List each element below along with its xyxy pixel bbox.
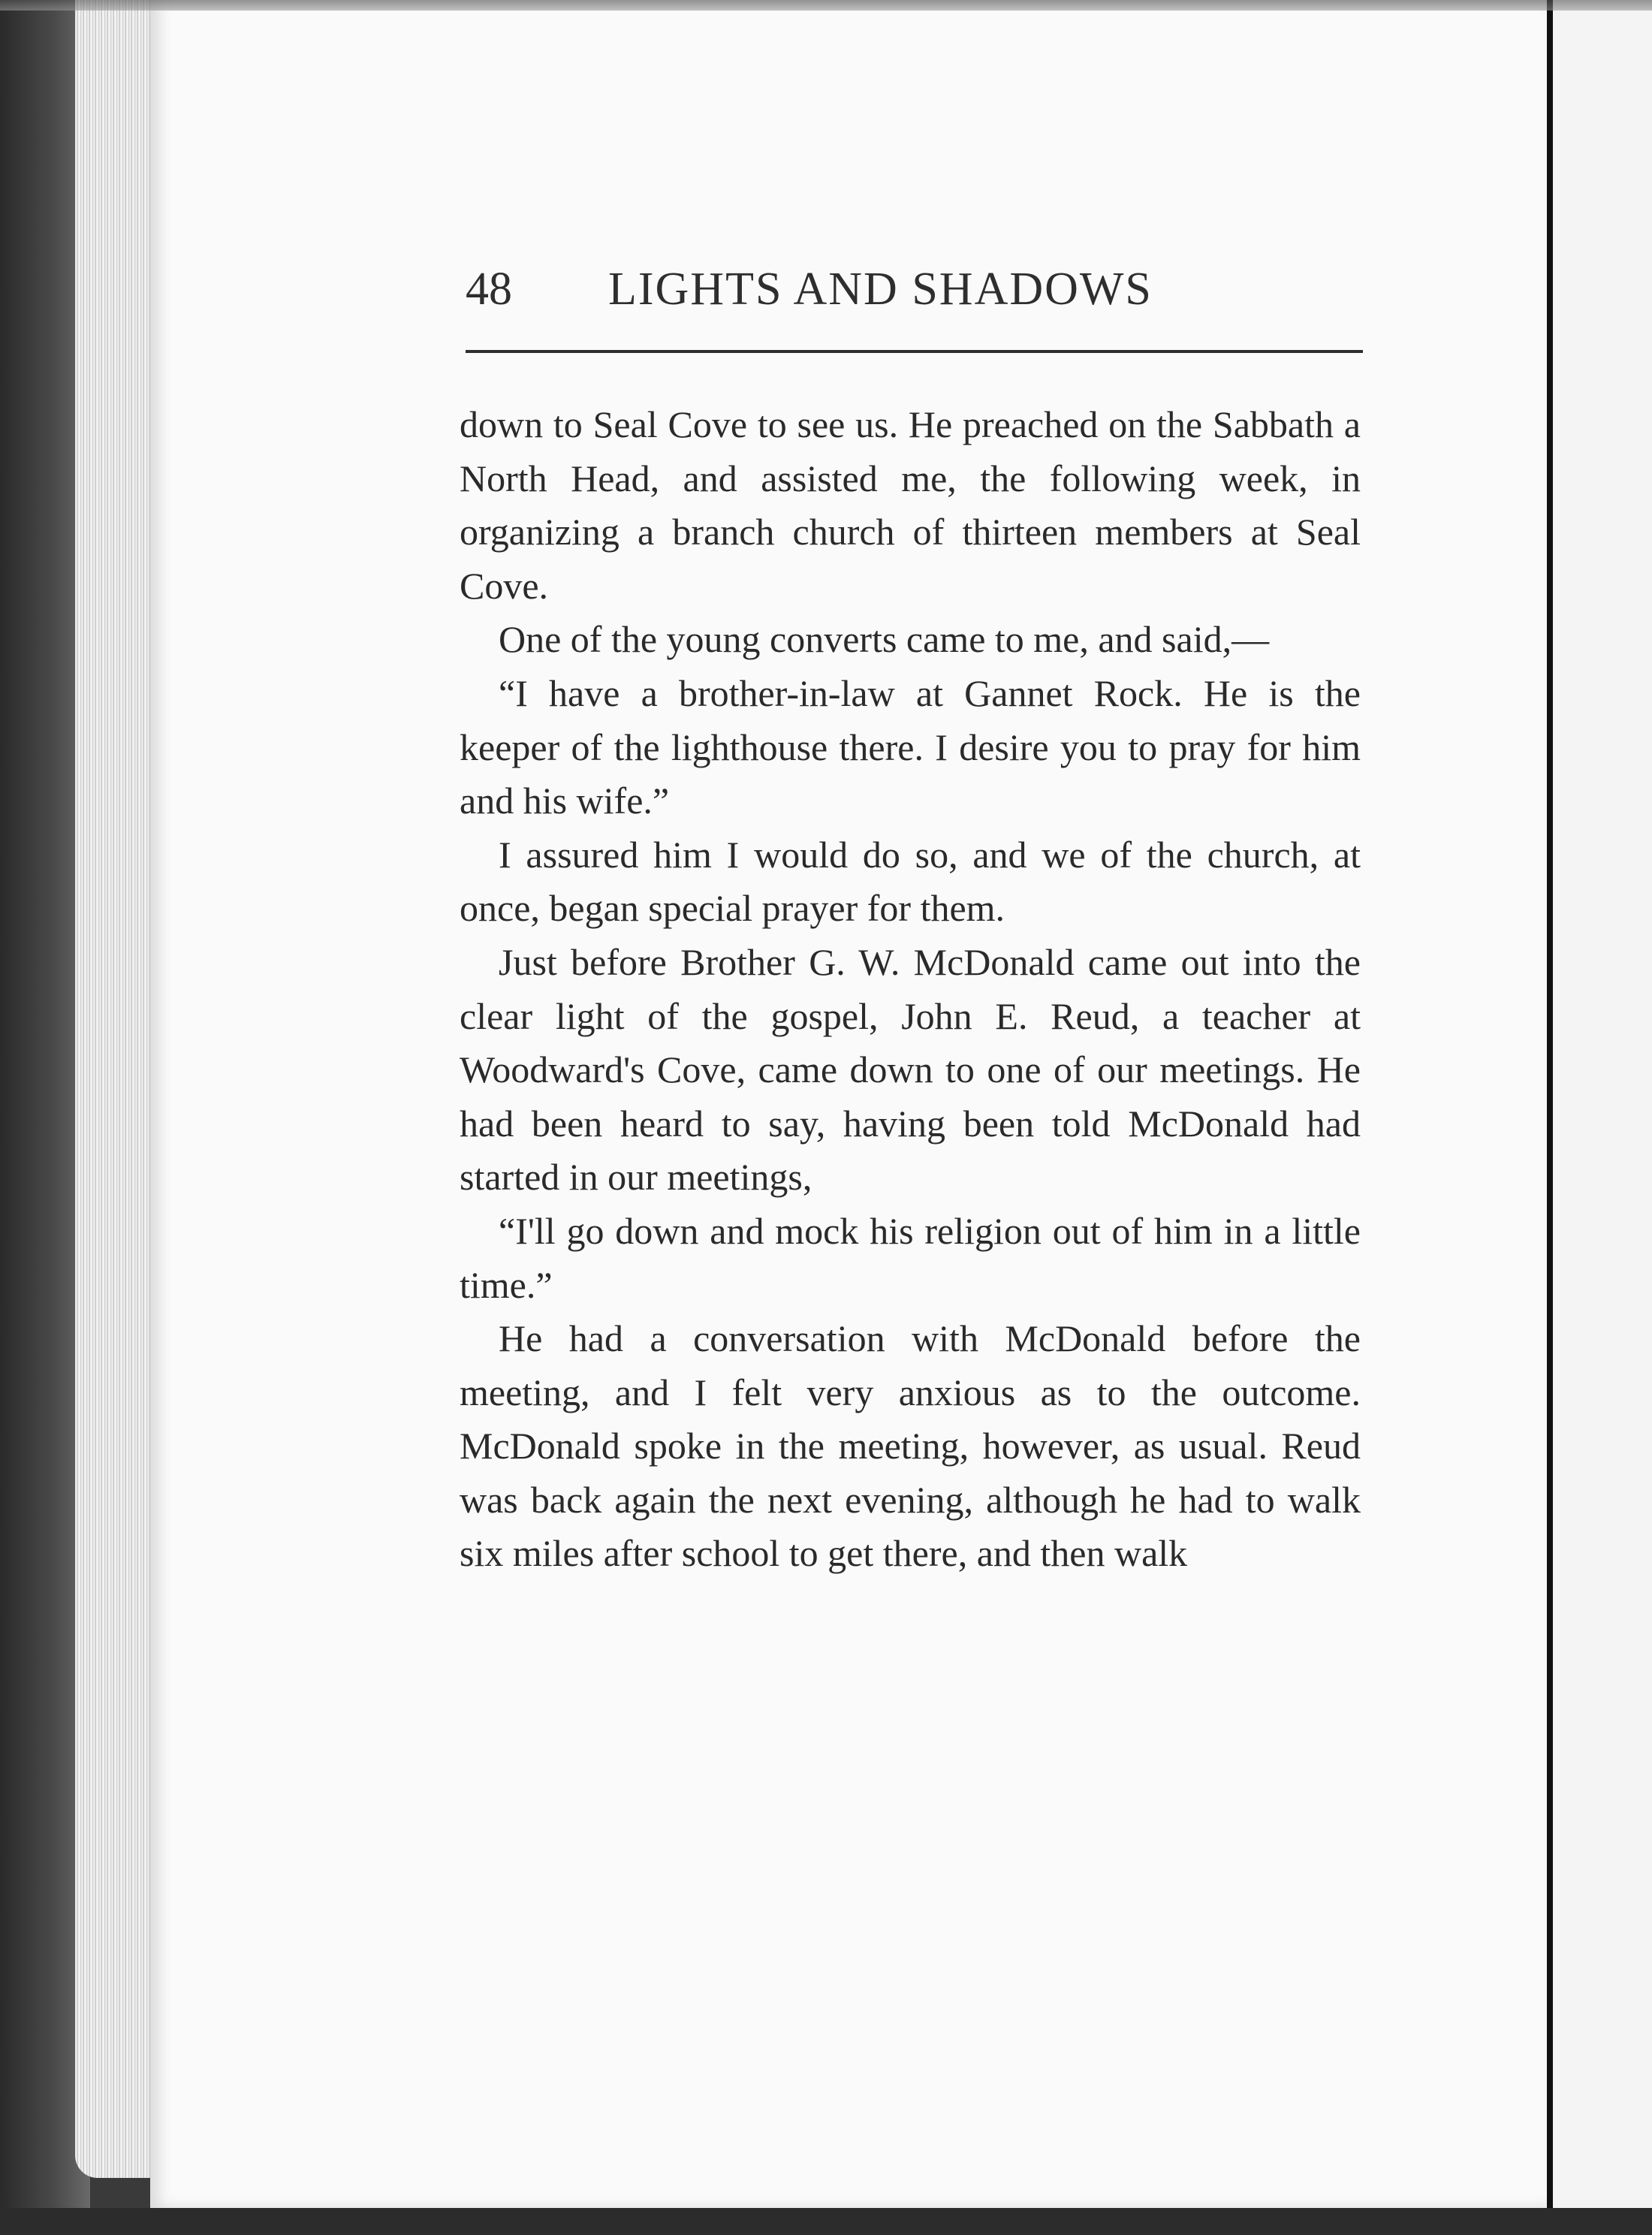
paragraph: “I'll go down and mock his religion out of him in a little time.”	[460, 1209, 1361, 1306]
paragraph: He had a conversation with McDonald before the meeting, and I felt very anxious as to the outcome. McDonald spoke in the meeting, however, as usual. Reud was back again the next evening, although he had to walk six miles after school to get there, and then walk	[460, 1317, 1361, 1575]
scan-border-top	[0, 0, 1652, 11]
paragraph: I assured him I would do so, and we of the church, at once, began special prayer for them.	[460, 833, 1361, 930]
paragraph: Just before Brother G. W. McDonald came out into the clear light of the gospel, John E. Reud, a teacher at Woodward's Cove, came down to one of our meetings. He had been heard to say, having been told McDonald had started in our meetings,	[460, 940, 1361, 1199]
paragraph: down to Seal Cove to see us. He preached on the Sabbath a North Head, and assisted me, the following week, in organizing a branch church of thirteen members at Seal Cove.	[460, 403, 1361, 607]
scan-border-bottom	[0, 2208, 1652, 2235]
page-number: 48	[466, 264, 512, 315]
page-gutter-line	[1547, 0, 1553, 2208]
facing-page-edge	[1553, 0, 1652, 2208]
header-rule	[466, 350, 1363, 353]
running-head	[466, 259, 1367, 319]
paragraph: “I have a brother-in-law at Gannet Rock. He is the keeper of the lighthouse there. I desire you to pray for him and his wife.”	[460, 671, 1361, 822]
body-text	[460, 398, 1361, 1581]
book-page-edges	[75, 0, 158, 2178]
running-head-title: LIGHTS AND SHADOWS	[608, 264, 1153, 315]
paragraph: One of the young converts came to me, and said,—	[499, 618, 1270, 661]
